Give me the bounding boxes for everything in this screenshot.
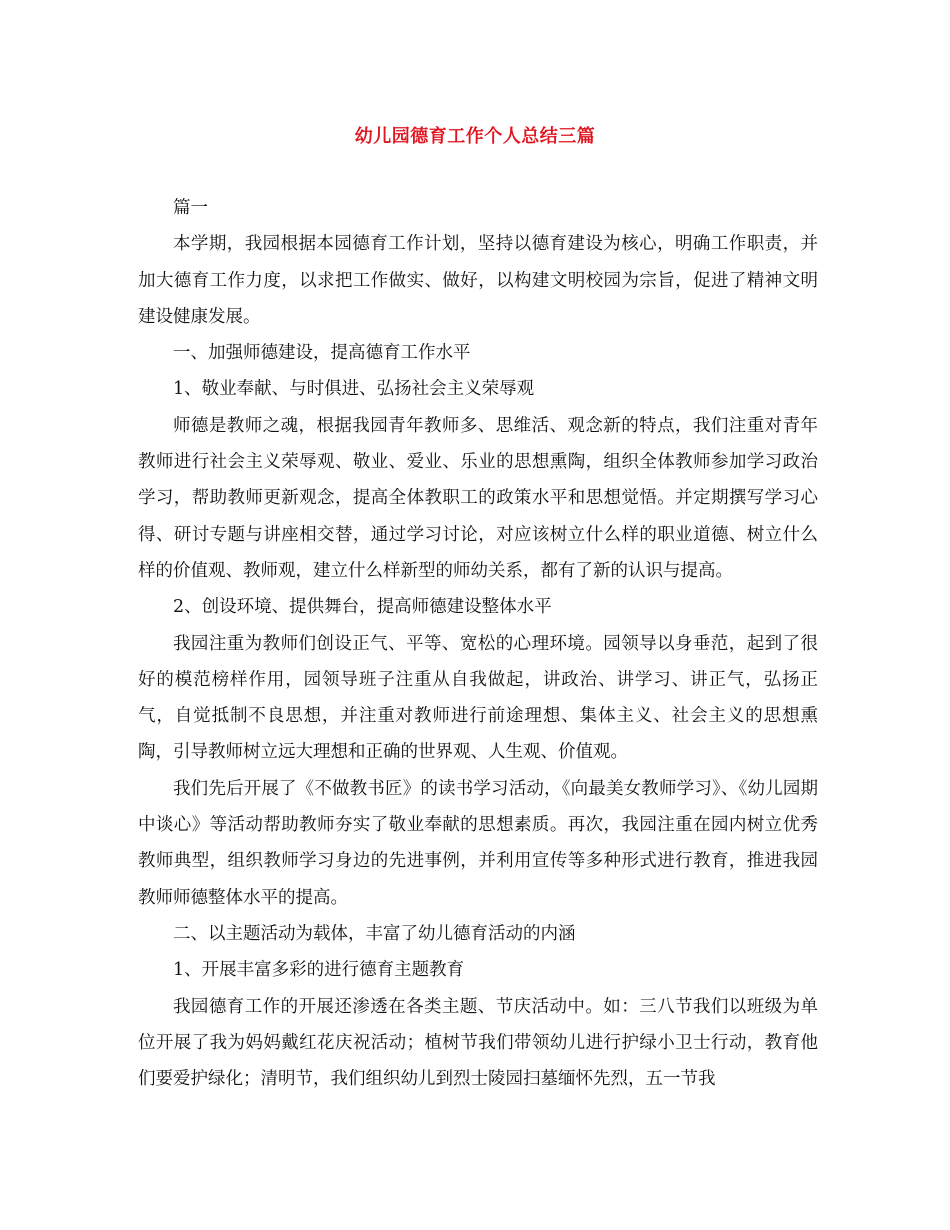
document-title: 幼儿园德育工作个人总结三篇 [354, 126, 596, 147]
section-heading-1: 一、加强师德建设，提高德育工作水平 [173, 343, 471, 364]
subheading-2-1: 1、开展丰富多彩的进行德育主题教育 [173, 960, 465, 981]
section-heading-2: 二、以主题活动为载体，丰富了幼儿德育活动的内涵 [173, 923, 576, 944]
section-heading-part-one: 篇一 [173, 198, 208, 218]
subheading-1-2: 2、创设环境、提供舞台，提高师德建设整体水平 [173, 597, 552, 618]
paragraph-activities: 我们先后开展了《不做教书匠》的读书学习活动，《向最美女教师学习》、《幼儿园期中谈心》等活动帮助教师夯实了敬业奉献的思想素质。再次，我园注重在园内树立优秀教师典型，组织教师学习身边的先进事例，并利用宣传等多种形式进行教育，推进我园教师师德整体水平的提高。 [138, 778, 818, 908]
subheading-1-1: 1、敬业奉献、与时俱进、弘扬社会主义荣辱观 [173, 379, 535, 400]
document-body [138, 190, 818, 1097]
paragraph-intro: 本学期，我园根据本园德育工作计划，坚持以德育建设为核心，明确工作职责，并加大德育工作力度，以求把工作做实、做好，以构建文明校园为宗旨，促进了精神文明建设健康发展。 [138, 234, 818, 327]
paragraph-teacher-ethics: 师德是教师之魂，根据我园青年教师多、思维活、观念新的特点，我们注重对青年教师进行社会主义荣辱观、敬业、爱业、乐业的思想熏陶，组织全体教师参加学习政治学习，帮助教师更新观念，提高全体教职工的政策水平和思想觉悟。并定期撰写学习心得、研讨专题与讲座相交替，通过学习讨论，对应该树立什么样的职业道德、树立什么样的价值观、教师观，建立什么样新型的师幼关系，都有了新的认识与提高。 [138, 415, 818, 581]
paragraph-theme-education: 我园德育工作的开展还渗透在各类主题、节庆活动中。如：三八节我们以班级为单位开展了我为妈妈戴红花庆祝活动；植树节我们带领幼儿进行护绿小卫士行动，教育他们要爱护绿化；清明节，我们组织幼儿到烈士陵园扫墓缅怀先烈，五一节我 [138, 996, 818, 1090]
paragraph-environment: 我园注重为教师们创设正气、平等、宽松的心理环境。园领导以身垂范，起到了很好的模范榜样作用，园领导班子注重从自我做起，讲政治、讲学习、讲正气，弘扬正气，自觉抵制不良思想，并注重对教师进行前途理想、集体主义、社会主义的思想熏陶，引导教师树立远大理想和正确的世界观、人生观、价值观。 [138, 633, 818, 763]
